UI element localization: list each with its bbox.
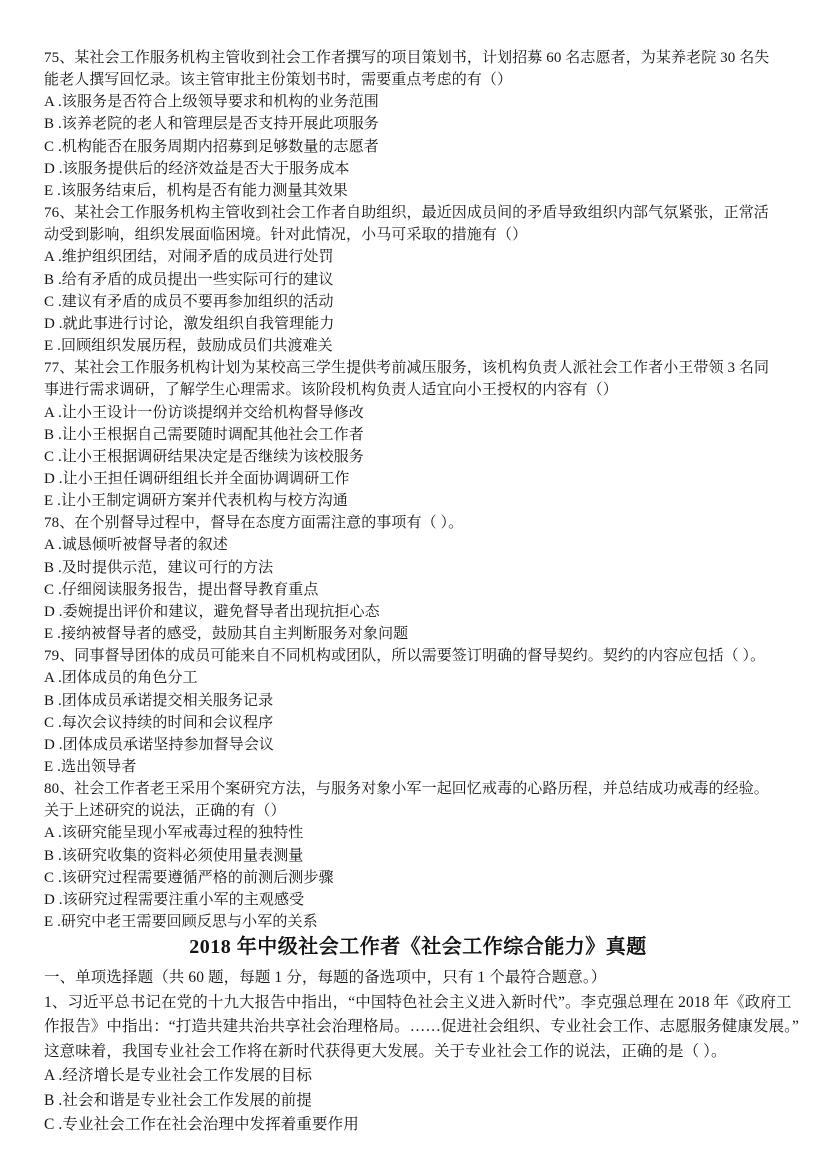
question-75-option: B .该养老院的老人和管理层是否支持开展此项服务 <box>44 116 379 133</box>
question-1-stem-line: 作报告》中指出：“打造共建共治共享社会治理格局。……促进社会组织、专业社会工作、志愿服务健康发展。” <box>44 1018 800 1036</box>
question-80-stem-line: 80、社会工作者老王采用个案研究方法，与服务对象小军一起回忆戒毒的心路历程，并总结成功戒毒的经验。 <box>44 781 769 798</box>
question-75-option: A .该服务是否符合上级领导要求和机构的业务范围 <box>44 94 379 111</box>
question-79-option: C .每次会议持续的时间和会议程序 <box>44 714 274 731</box>
question-79-option: D .团体成员承诺坚持参加督导会议 <box>44 736 275 753</box>
document-title: 2018 年中级社会工作者《社会工作综合能力》真题 <box>189 936 647 959</box>
question-77-option: E .让小王制定调研方案并代表机构与校方沟通 <box>44 493 348 510</box>
single-choice-section <box>44 966 800 1138</box>
question-75-option: E .该服务结束后，机构是否有能力测量其效果 <box>44 182 348 199</box>
question-1-option: A .经济增长是专业社会工作发展的目标 <box>44 1067 312 1085</box>
question-79-option: E .选出领导者 <box>44 759 137 775</box>
question-80-option: A .该研究能呈现小军戒毒过程的独特性 <box>44 825 304 842</box>
question-75-stem-line: 75、某社会工作服务机构主管收到社会工作者撰写的项目策划书，计划招募 60 名志愿者，为某养老院 30 名失 <box>44 50 770 66</box>
single-choice-questions <box>44 991 800 1138</box>
multi-choice-questions <box>44 47 792 933</box>
question-77-option: B .让小王根据自己需要随时调配其他社会工作者 <box>44 426 364 443</box>
question-79-option: B .团体成员承诺提交相关服务记录 <box>44 692 274 709</box>
question-80-stem-line: 关于上述研究的说法，正确的有（） <box>44 803 286 820</box>
question-78-stem-line: 78、在个别督导过程中，督导在态度方面需注意的事项有（ ）。 <box>44 515 464 532</box>
question-80-option: B .该研究收集的资料必须使用量表测量 <box>44 847 304 864</box>
question-78-option: E .接纳被督导者的感受，鼓励其自主判断服务对象问题 <box>44 626 409 643</box>
question-78-option: D .委婉提出评价和建议，避免督导者出现抗拒心态 <box>44 603 380 620</box>
question-1-stem-line: 1、习近平总书记在党的十九大报告中指出，“中国特色社会主义进入新时代”。李克强总理在 2018 年《政府工 <box>44 993 792 1011</box>
question-75-stem-line: 能老人撰写回忆录。该主管审批主份策划书时，需要重点考虑的有（） <box>44 72 513 89</box>
question-76-stem-line: 动受到影响，组织发展面临困境。针对此情况，小马可采取的措施有（） <box>44 227 528 244</box>
question-80-option: D .该研究过程需要注重小军的主观感受 <box>44 891 305 908</box>
question-1-option: B .社会和谐是专业社会工作发展的前提 <box>44 1091 312 1109</box>
question-77-option: D .让小王担任调研组组长并全面协调调研工作 <box>44 470 350 487</box>
question-79-option: A .团体成员的角色分工 <box>44 670 198 687</box>
question-80-option: C .该研究过程需要遵循严格的前测后测步骤 <box>44 869 334 886</box>
question-78-option: B .及时提供示范，建议可行的方法 <box>44 559 274 576</box>
question-76-option: E .回顾组织发展历程，鼓励成员们共渡难关 <box>44 338 333 355</box>
question-1-option: C .专业社会工作在社会治理中发挥着重要作用 <box>44 1116 359 1134</box>
question-77-option: A .让小王设计一份访谈提纲并交给机构督导修改 <box>44 404 364 421</box>
question-77-stem-line: 77、某社会工作服务机构计划为某校高三学生提供考前减压服务，该机构负责人派社会工作者小王带领 3 名同 <box>44 360 770 377</box>
question-75-option: D .该服务提供后的经济效益是否大于服务成本 <box>44 160 350 177</box>
section-header: 一、单项选择题（共 60 题，每题 1 分，每题的备选项中，只有 1 个最符合题意。） <box>44 969 607 987</box>
question-78-option: A .诚恳倾听被督导者的叙述 <box>44 537 228 554</box>
question-76-option: A .维护组织团结，对闹矛盾的成员进行处罚 <box>44 249 334 266</box>
question-1-stem-line: 这意味着，我国专业社会工作将在新时代获得更大发展。关于专业社会工作的说法，正确的是（ ）。 <box>44 1042 727 1060</box>
question-76-stem-line: 76、某社会工作服务机构主管收到社会工作者自助组织，最近因成员间的矛盾导致组织内部气氛紧张，正常活 <box>44 205 769 222</box>
question-78-option: C .仔细阅读服务报告，提出督导教育重点 <box>44 581 319 598</box>
question-76-option: B .给有矛盾的成员提出一些实际可行的建议 <box>44 271 334 288</box>
question-79-stem-line: 79、同事督导团体的成员可能来自不同机构或团队，所以需要签订明确的督导契约。契约的内容应包括（ ）。 <box>44 648 766 665</box>
question-76-option: C .建议有矛盾的成员不要再参加组织的活动 <box>44 293 334 310</box>
question-77-option: C .让小王根据调研结果决定是否继续为该校服务 <box>44 448 364 465</box>
question-76-option: D .就此事进行讨论，激发组织自我管理能力 <box>44 315 335 332</box>
question-75-option: C .机构能否在服务周期内招募到足够数量的志愿者 <box>44 138 379 155</box>
question-80-option: E .研究中老王需要回顾反思与小军的关系 <box>44 914 318 931</box>
question-77-stem-line: 事进行需求调研，了解学生心理需求。该阶段机构负责人适宜向小王授权的内容有（） <box>44 382 618 399</box>
